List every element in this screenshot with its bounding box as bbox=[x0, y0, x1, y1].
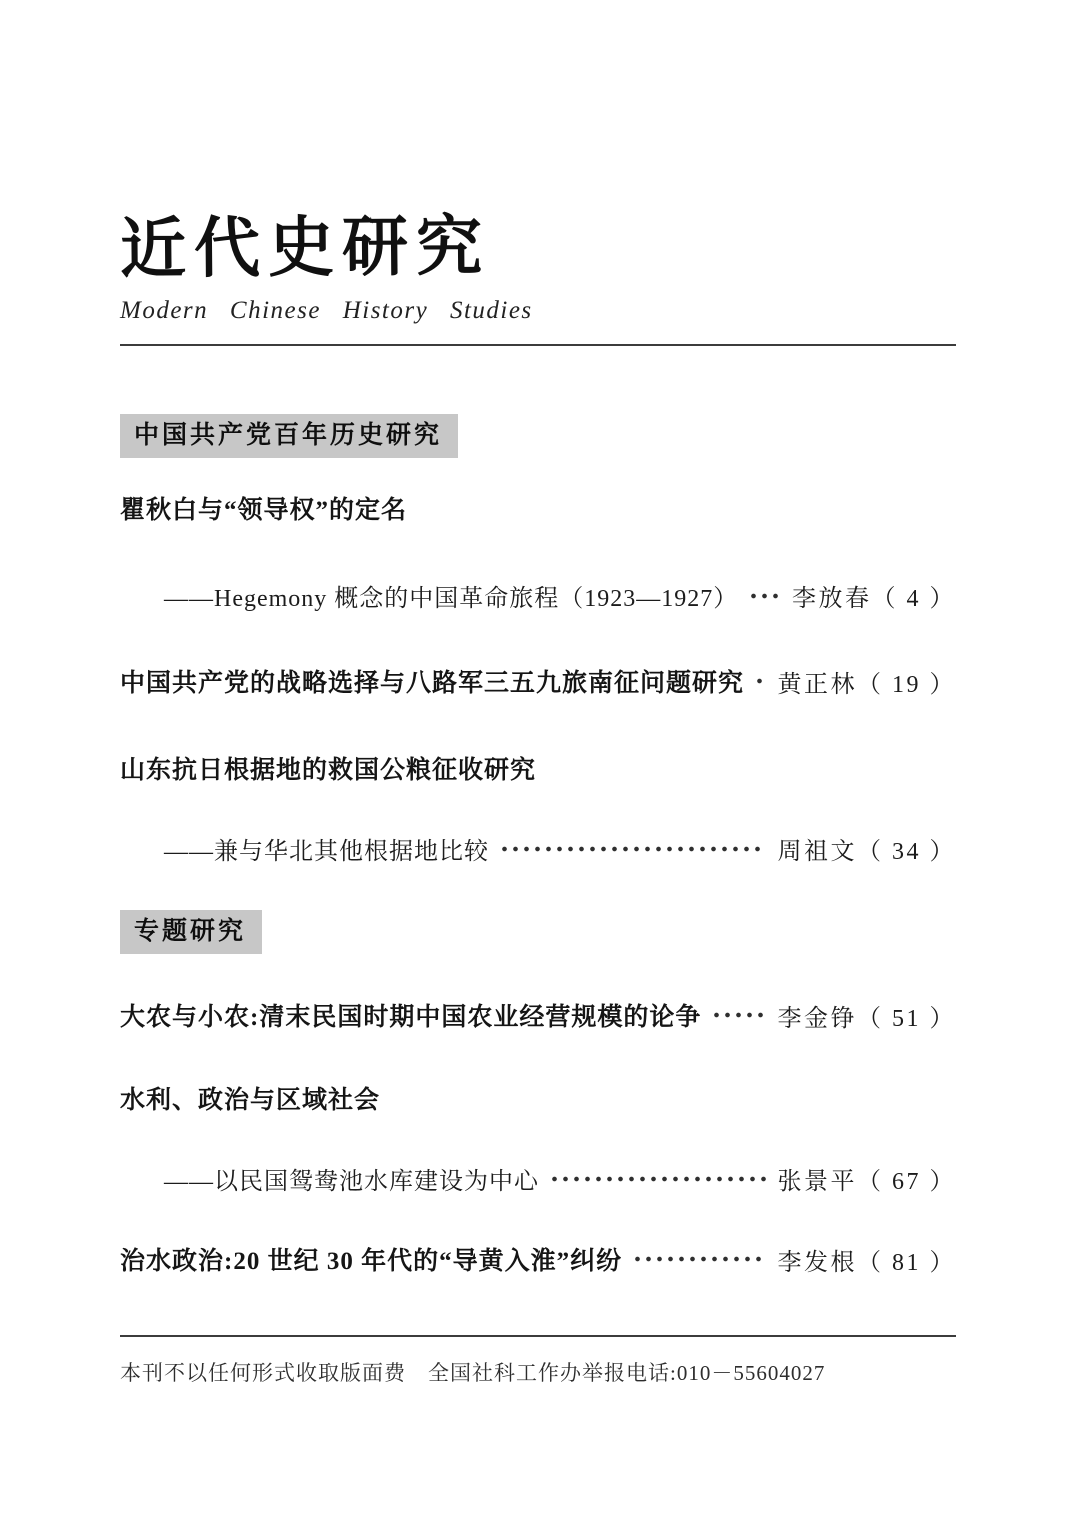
footer-divider bbox=[120, 1335, 956, 1337]
article-title: 水利、政治与区域社会 bbox=[120, 1087, 381, 1114]
article-title: 山东抗日根据地的救国公粮征收研究 bbox=[120, 757, 537, 784]
article-title: 中国共产党的战略选择与八路军三五九旅南征问题研究 bbox=[120, 670, 745, 697]
article-subtitle: ——兼与华北其他根据地比较 bbox=[164, 839, 489, 865]
article-subtitle: ——Hegemony 概念的中国革命旅程（1923—1927） bbox=[164, 586, 739, 612]
toc-entry bbox=[120, 663, 956, 699]
dot-leader bbox=[754, 673, 765, 689]
journal-logo-chinese: 近代史研究 bbox=[119, 210, 491, 287]
dot-leader bbox=[632, 1251, 765, 1267]
dot-leader bbox=[549, 1171, 766, 1187]
dot-leader bbox=[711, 1007, 765, 1023]
dot-leader bbox=[499, 841, 766, 857]
footer-note: 本刊不以任何形式收取版面费 全国社科工作办举报电话:010－55604027 bbox=[120, 1361, 826, 1385]
toc-entry bbox=[120, 1241, 956, 1277]
author-page: 李发根（ 81 ） bbox=[777, 1249, 956, 1276]
dot-leader bbox=[748, 588, 780, 604]
toc-entry bbox=[120, 578, 956, 613]
journal-logo-english: Modern Chinese History Studies bbox=[120, 297, 533, 324]
toc-entry bbox=[120, 1161, 956, 1196]
masthead-divider bbox=[120, 344, 956, 346]
article-title: 瞿秋白与“领导权”的定名 bbox=[120, 497, 408, 524]
article-title: 大农与小农:清末民国时期中国农业经营规模的论争 bbox=[120, 1004, 702, 1031]
author-page: 周祖文（ 34 ） bbox=[777, 839, 956, 865]
article-title: 治水政治:20 世纪 30 年代的“导黄入淮”纠纷 bbox=[120, 1248, 623, 1275]
author-page: 李金铮（ 51 ） bbox=[777, 1005, 956, 1032]
author-page: 李放春（ 4 ） bbox=[792, 586, 956, 612]
section-header-special-topics: 专题研究 bbox=[120, 910, 262, 954]
toc-entry bbox=[120, 831, 956, 866]
article-subtitle: ——以民国鸳鸯池水库建设为中心 bbox=[164, 1169, 539, 1195]
toc-entry bbox=[120, 997, 956, 1033]
section-header-ccp-centenary: 中国共产党百年历史研究 bbox=[120, 414, 458, 458]
author-page: 张景平（ 67 ） bbox=[777, 1169, 956, 1195]
author-page: 黄正林（ 19 ） bbox=[777, 671, 956, 698]
